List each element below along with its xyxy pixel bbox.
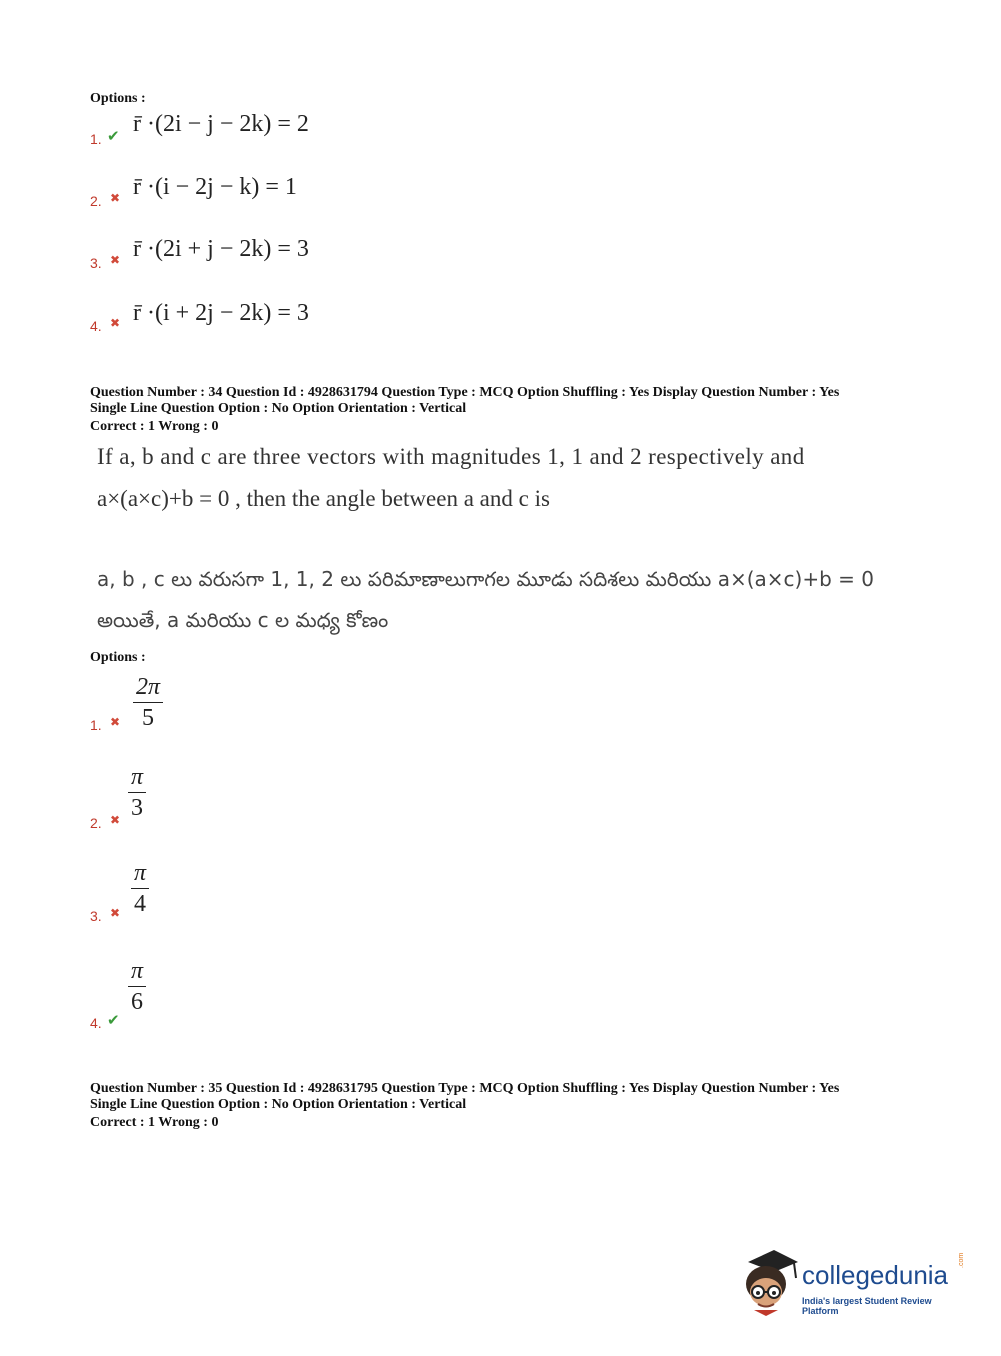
fraction-denominator: 5	[142, 705, 155, 731]
cross-icon: ✖	[110, 813, 121, 827]
fraction-numerator: π	[128, 956, 146, 987]
fraction-denominator: 3	[131, 795, 144, 821]
option-number: 1.	[90, 717, 102, 733]
question-meta-line: Single Line Question Option : No Option Orientation : Vertical	[90, 1097, 467, 1112]
option-number: 3.	[90, 908, 102, 924]
option-fraction	[133, 672, 163, 733]
cross-icon: ✖	[110, 191, 121, 205]
option-number: 3.	[90, 255, 102, 271]
cross-icon: ✖	[110, 316, 121, 330]
question-text-telugu-line1: a, b , c లు వరుసగా 1, 1, 2 లు పరిమాణాలుగాగల మూడు సదిశలు మరియు a×(a×c)+b = 0	[97, 567, 874, 591]
cross-icon: ✖	[110, 253, 121, 267]
question-text-english-line2: a×(a×c)+b = 0 , then the angle between a and c is	[97, 486, 550, 511]
logo-tagline: India's largest Student Review Platform	[802, 1296, 932, 1316]
option-number: 4.	[90, 1015, 102, 1031]
question-meta-line: Question Number : 35 Question Id : 4928631795 Question Type : MCQ Option Shuffling : Yes Display Question Number : Yes	[90, 1081, 840, 1096]
fraction-numerator: π	[131, 858, 149, 889]
option-expression: r̄ ·(i + 2j − 2k) = 3	[133, 300, 309, 326]
fraction-denominator: 4	[134, 891, 147, 917]
option-number: 2.	[90, 815, 102, 831]
question-text-telugu-line2: అయితే, a మరియు c ల మధ్య కోణం	[97, 608, 389, 632]
question-meta-line: Question Number : 34 Question Id : 4928631794 Question Type : MCQ Option Shuffling : Yes Display Question Number : Yes	[90, 385, 840, 400]
question-meta	[90, 385, 950, 417]
logo-suffix: .com	[958, 1252, 965, 1268]
question-meta-line: Single Line Question Option : No Option Orientation : Vertical	[90, 401, 467, 416]
cross-icon: ✖	[110, 906, 121, 920]
option-number: 4.	[90, 318, 102, 334]
options-label: Options :	[90, 650, 146, 665]
fraction-denominator: 6	[131, 989, 144, 1015]
option-expression: r̄ ·(2i + j − 2k) = 3	[133, 236, 309, 262]
check-icon: ✔	[107, 127, 120, 145]
question-meta	[90, 1081, 950, 1113]
score-line: Correct : 1 Wrong : 0	[90, 1115, 219, 1130]
score-line: Correct : 1 Wrong : 0	[90, 419, 219, 434]
question-text-english-line1: If a, b and c are three vectors with magnitudes 1, 1 and 2 respectively and	[97, 444, 805, 469]
mascot-icon	[740, 1248, 800, 1318]
option-fraction	[131, 858, 149, 919]
fraction-numerator: 2π	[133, 672, 163, 703]
fraction-numerator: π	[128, 762, 146, 793]
option-expression: r̄ ·(i − 2j − k) = 1	[133, 174, 297, 200]
option-number: 1.	[90, 131, 102, 147]
option-number: 2.	[90, 193, 102, 209]
cross-icon: ✖	[110, 715, 121, 729]
check-icon: ✔	[107, 1011, 120, 1029]
options-label: Options :	[90, 91, 146, 106]
collegedunia-logo	[740, 1248, 970, 1318]
option-fraction	[128, 956, 146, 1017]
logo-wordmark: collegedunia	[802, 1260, 949, 1290]
option-expression: r̄ ·(2i − j − 2k) = 2	[133, 111, 309, 137]
option-fraction	[128, 762, 146, 823]
